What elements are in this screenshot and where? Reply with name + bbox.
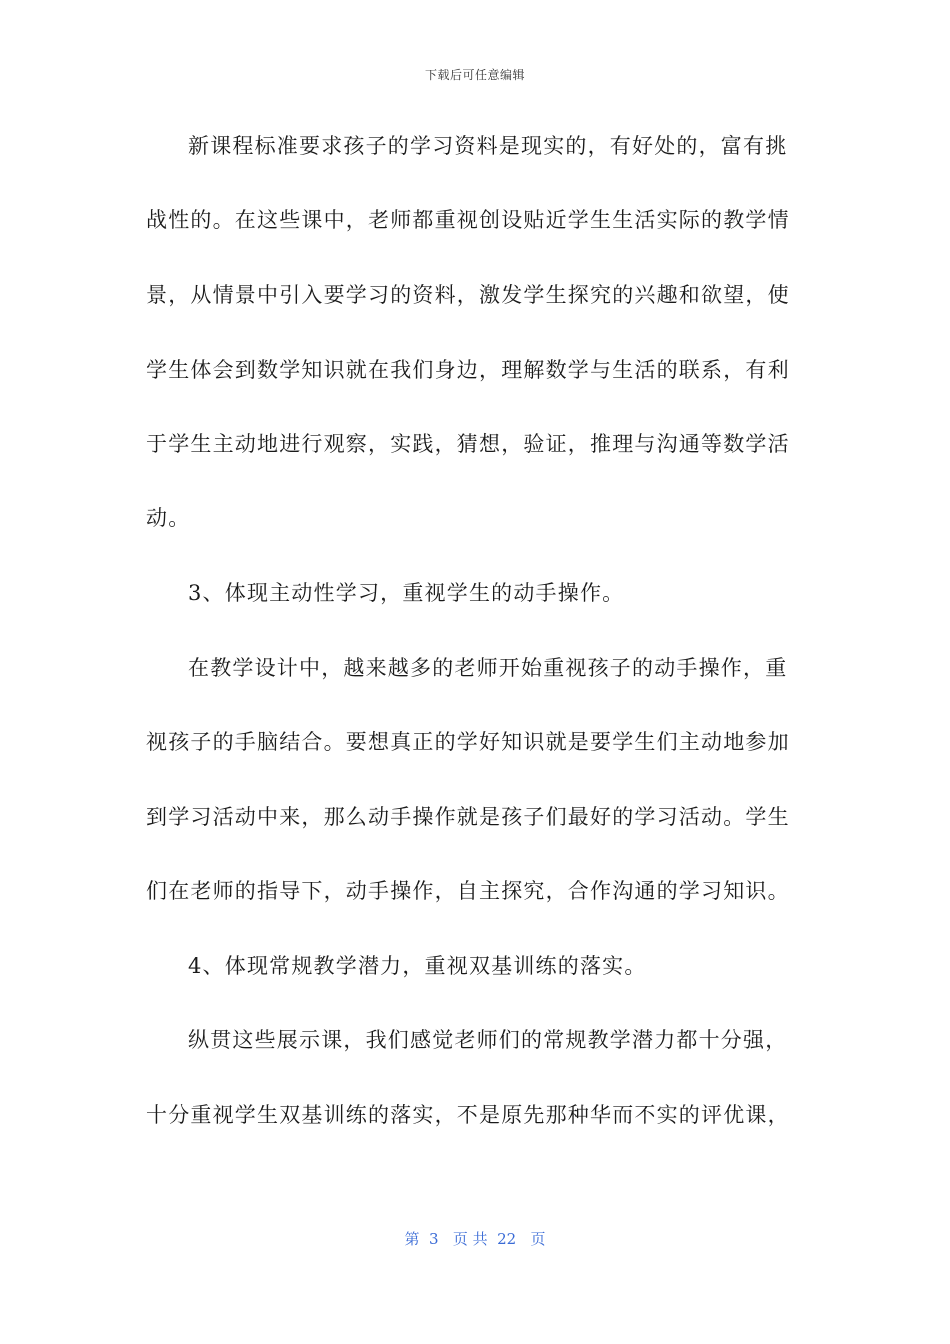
paragraph-1-line-5: 于学生主动地进行观察，实践，猜想，验证，推理与沟通等数学活 bbox=[146, 432, 790, 456]
paragraph-5-line-2: 十分重视学生双基训练的落实，不是原先那种华而不实的评优课， bbox=[146, 1103, 790, 1127]
paragraph-1-line-4: 学生体会到数学知识就在我们身边，理解数学与生活的联系，有利 bbox=[146, 358, 790, 382]
paragraph-3-line-4: 们在老师的指导下，动手操作，自主探究，合作沟通的学习知识。 bbox=[146, 879, 790, 903]
paragraph-1-line-2: 战性的。在这些课中，老师都重视创设贴近学生生活实际的教学情 bbox=[146, 208, 790, 232]
heading-3: 3、体现主动性学习，重视学生的动手操作。 bbox=[188, 581, 625, 605]
paragraph-1-line-3: 景，从情景中引入要学习的资料，激发学生探究的兴趣和欲望，使 bbox=[146, 283, 790, 307]
paragraph-3-line-3: 到学习活动中来，那么动手操作就是孩子们最好的学习活动。学生 bbox=[146, 805, 790, 829]
paragraph-1-line-6: 动。 bbox=[146, 506, 191, 530]
paragraph-3-line-1: 在教学设计中，越来越多的老师开始重视孩子的动手操作，重 bbox=[188, 656, 788, 680]
heading-4: 4、体现常规教学潜力，重视双基训练的落实。 bbox=[188, 954, 647, 978]
page-footer: 第 3 页 共 22 页 bbox=[404, 1230, 546, 1248]
paragraph-5-line-1: 纵贯这些展示课，我们感觉老师们的常规教学潜力都十分强， bbox=[188, 1028, 788, 1052]
paragraph-1-line-1: 新课程标准要求孩子的学习资料是现实的，有好处的，富有挑 bbox=[188, 134, 788, 158]
page-header: 下载后可任意编辑 bbox=[424, 68, 525, 82]
paragraph-3-line-2: 视孩子的手脑结合。要想真正的学好知识就是要学生们主动地参加 bbox=[146, 730, 790, 754]
